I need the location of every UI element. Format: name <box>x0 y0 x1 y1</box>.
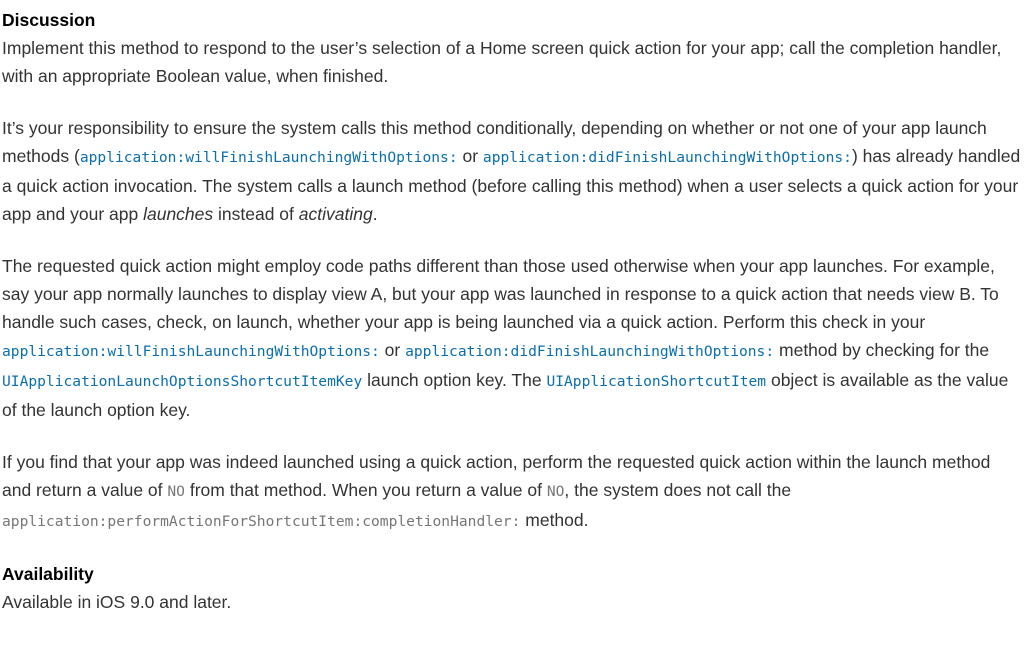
shortcut-item-key-link[interactable]: UIApplicationLaunchOptionsShortcutItemKey <box>2 373 363 390</box>
did-finish-launching-link[interactable]: application:didFinishLaunchingWithOptions: <box>405 343 775 360</box>
availability-heading: Availability <box>2 564 94 584</box>
text-span: method by checking for the <box>774 340 990 360</box>
text-span: from that method. When you return a value of <box>184 480 547 500</box>
text-span: . <box>372 204 378 224</box>
discussion-heading: Discussion <box>2 10 96 30</box>
availability-text: Available in iOS 9.0 and later. <box>2 592 232 612</box>
text-span: object is available as the value of the launch option key. <box>2 370 1009 420</box>
text-span: or <box>379 340 406 360</box>
emphasis-activating: activating <box>298 204 373 224</box>
emphasis-launches: launches <box>143 204 214 224</box>
no-constant: NO <box>546 483 565 500</box>
text-span: It’s your responsibility to ensure the system calls this method conditionally, depending on whether or not one of your app launch methods ( <box>2 118 987 166</box>
shortcut-item-class-link[interactable]: UIApplicationShortcutItem <box>546 373 767 390</box>
text-span: method. <box>520 510 589 530</box>
will-finish-launching-link[interactable]: application:willFinishLaunchingWithOptions: <box>2 343 380 360</box>
text-span: ) has already handled a quick action invocation. The system calls a launch method (before calling this method) when a user selects a quick action for your app and your app <box>2 146 1021 224</box>
perform-action-method-name: application:performActionForShortcutItem:completionHandler: <box>2 513 521 530</box>
text-span: instead of <box>213 204 299 224</box>
text-span: launch option key. The <box>362 370 547 390</box>
text-span: If you find that your app was indeed launched using a quick action, perform the requested quick action within the launch method and return a value of <box>2 452 991 500</box>
will-finish-launching-link[interactable]: application:willFinishLaunchingWithOptions: <box>79 149 458 166</box>
no-constant: NO <box>167 483 185 500</box>
did-finish-launching-link[interactable]: application:didFinishLaunchingWithOptions: <box>482 149 852 166</box>
text-span: or <box>457 146 483 166</box>
discussion-paragraph-1: Implement this method to respond to the user’s selection of a Home screen quick action for your app; call the completion handler, with an appropriate Boolean value, when finished. <box>2 38 1002 86</box>
text-span: The requested quick action might employ code paths different than those used otherwise when your app launches. For example, say your app normally launches to display view A, but your app was launched in response to a quick action that needs view B. To handle such cases, check, on launch, whether your app is being launched via a quick action. Perform this check in your <box>2 256 999 332</box>
text-span: , the system does not call the <box>564 480 792 500</box>
discussion-paragraph-3 <box>2 252 1024 424</box>
discussion-paragraph-2 <box>2 114 1024 228</box>
discussion-paragraph-4 <box>2 448 1024 536</box>
